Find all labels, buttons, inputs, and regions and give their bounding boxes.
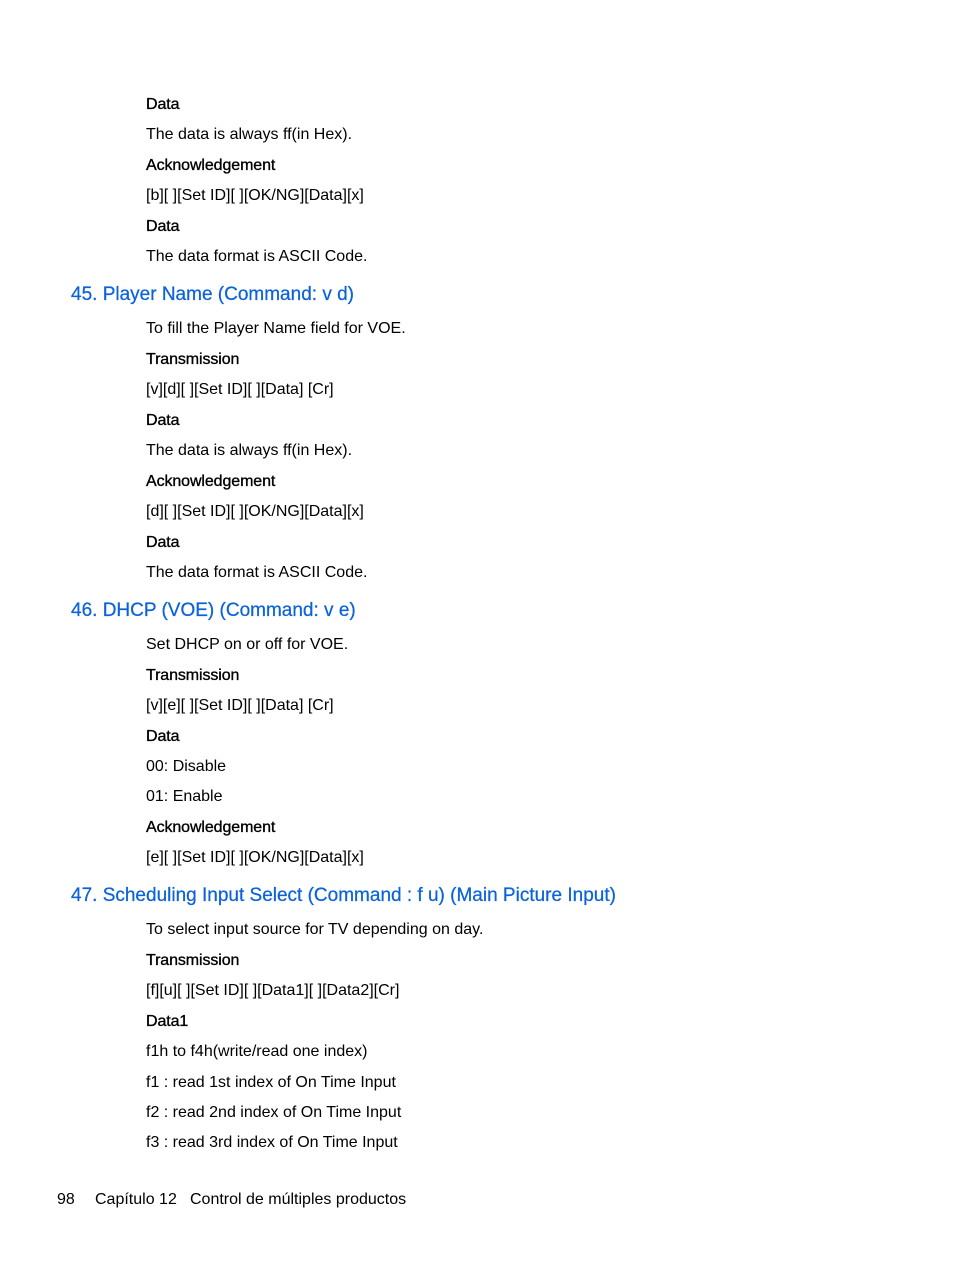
body-text: To fill the Player Name field for VOE. [146,320,406,337]
body-text: 01: Enable [146,788,223,805]
body-text: The data is always ff(in Hex). [146,126,353,143]
body-text: Set DHCP on or off for VOE. [146,636,349,653]
label-data: Data [146,728,180,745]
section-heading-47: 47. Scheduling Input Select (Command : f u) (Main Picture Input) [71,885,616,906]
label-acknowledgement: Acknowledgement [146,157,276,174]
body-text: f1h to f4h(write/read one index) [146,1043,368,1060]
label-transmission: Transmission [146,351,240,368]
code-line: [b][ ][Set ID][ ][OK/NG][Data][x] [146,187,364,204]
label-data: Data [146,412,180,429]
footer-chapter-title: Control de múltiples productos [190,1191,407,1208]
label-transmission: Transmission [146,952,240,969]
code-line: [v][d][ ][Set ID][ ][Data] [Cr] [146,381,334,398]
body-text: The data format is ASCII Code. [146,248,368,265]
label-data: Data [146,534,180,551]
section-heading-46: 46. DHCP (VOE) (Command: v e) [71,600,356,621]
body-text: f3 : read 3rd index of On Time Input [146,1134,398,1151]
code-line: [v][e][ ][Set ID][ ][Data] [Cr] [146,697,334,714]
body-text: f1 : read 1st index of On Time Input [146,1074,396,1091]
body-text: f2 : read 2nd index of On Time Input [146,1104,402,1121]
body-text: The data format is ASCII Code. [146,564,368,581]
page-number: 98 [57,1191,75,1208]
footer-chapter: Capítulo 12 [95,1191,177,1208]
label-data: Data [146,218,180,235]
section-heading-45: 45. Player Name (Command: v d) [71,284,354,305]
body-text: The data is always ff(in Hex). [146,442,353,459]
code-line: [e][ ][Set ID][ ][OK/NG][Data][x] [146,849,364,866]
label-acknowledgement: Acknowledgement [146,473,276,490]
label-transmission: Transmission [146,667,240,684]
body-text: To select input source for TV depending on day. [146,921,484,938]
label-data1: Data1 [146,1013,189,1030]
code-line: [d][ ][Set ID][ ][OK/NG][Data][x] [146,503,364,520]
label-acknowledgement: Acknowledgement [146,819,276,836]
body-text: 00: Disable [146,758,227,775]
label-data: Data [146,96,180,113]
code-line: [f][u][ ][Set ID][ ][Data1][ ][Data2][Cr] [146,982,400,999]
